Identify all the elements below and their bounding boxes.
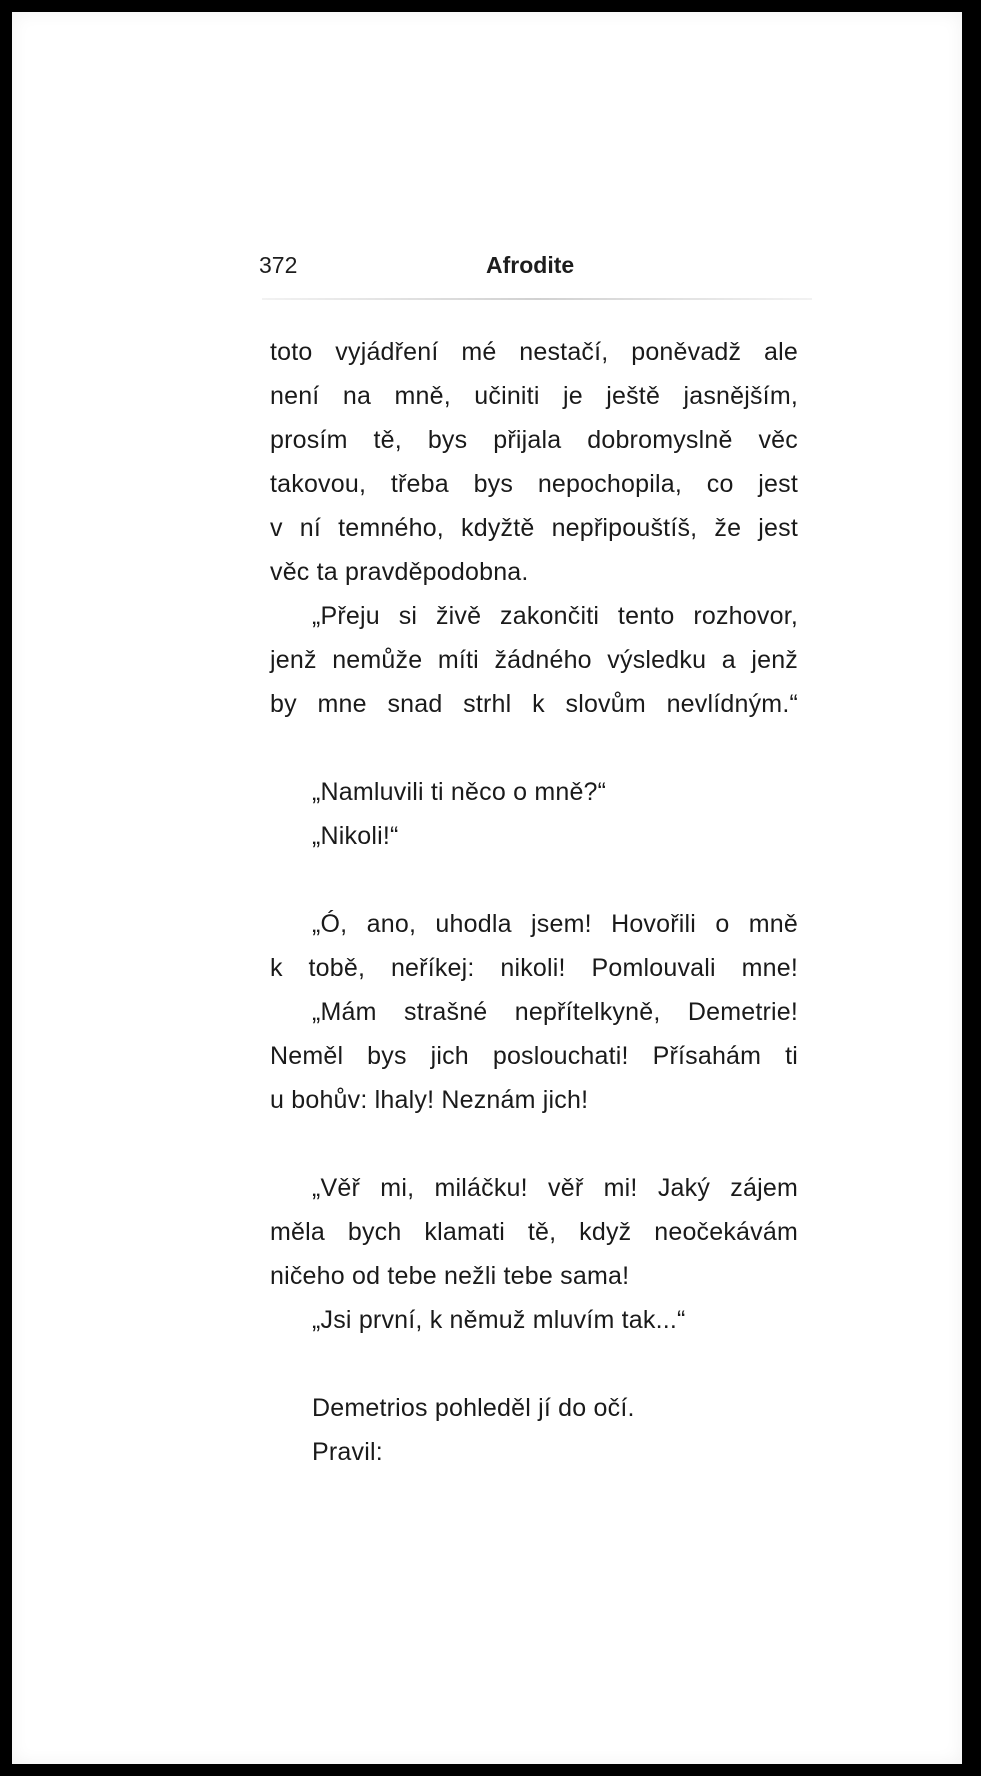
text-line: k tobě, neříkej: nikoli! Pomlouvali mne! [270,954,798,982]
text-line: prosím tě, bys přijala dobromyslně věc [270,426,798,454]
header-rule [262,298,812,300]
text-line: toto vyjádření mé nestačí, poněvadž ale [270,338,798,366]
paragraph-gap [270,1342,798,1386]
text-line: ničeho od tebe nežli tebe sama! [270,1262,630,1290]
paragraph-gap [270,1122,798,1166]
text-line: v ní temného, kdyžtě nepřipouštíš, že jest [270,514,798,542]
text-line: „Jsi první, k němuž mluvím tak...“ [312,1306,686,1334]
text-line: takovou, třeba bys nepochopila, co jest [270,470,798,498]
text-line: „Věř mi, miláčku! věř mi! Jaký zájem [312,1174,798,1202]
text-line: měla bych klamati tě, když neočekávám [270,1218,798,1246]
text-line: by mne snad strhl k slovům nevlídným.“ [270,690,798,718]
page-number: 372 [259,252,298,278]
page-header [259,252,819,288]
text-line: u bohův: lhaly! Neznám jich! [270,1086,589,1114]
paragraph-gap [270,726,798,770]
body-text [270,330,798,1474]
running-title: Afrodite [486,252,575,278]
text-line: „Přeju si živě zakončiti tento rozhovor, [312,602,798,630]
text-line: Pravil: [312,1438,383,1466]
text-line: jenž nemůže míti žádného výsledku a jenž [270,646,798,674]
text-line: „Mám strašné nepřítelkyně, Demetrie! [312,998,798,1026]
text-line: není na mně, učiniti je ještě jasnějším, [270,382,798,410]
text-line: věc ta pravděpodobna. [270,558,529,586]
paragraph-gap [270,858,798,902]
text-line: „Namluvili ti něco o mně?“ [312,778,607,806]
text-line: Neměl bys jich poslouchati! Přísahám ti [270,1042,798,1070]
text-line: Demetrios pohleděl jí do očí. [312,1394,635,1422]
text-line: „Nikoli!“ [312,822,399,850]
text-line: „Ó, ano, uhodla jsem! Hovořili o mně [312,910,798,938]
